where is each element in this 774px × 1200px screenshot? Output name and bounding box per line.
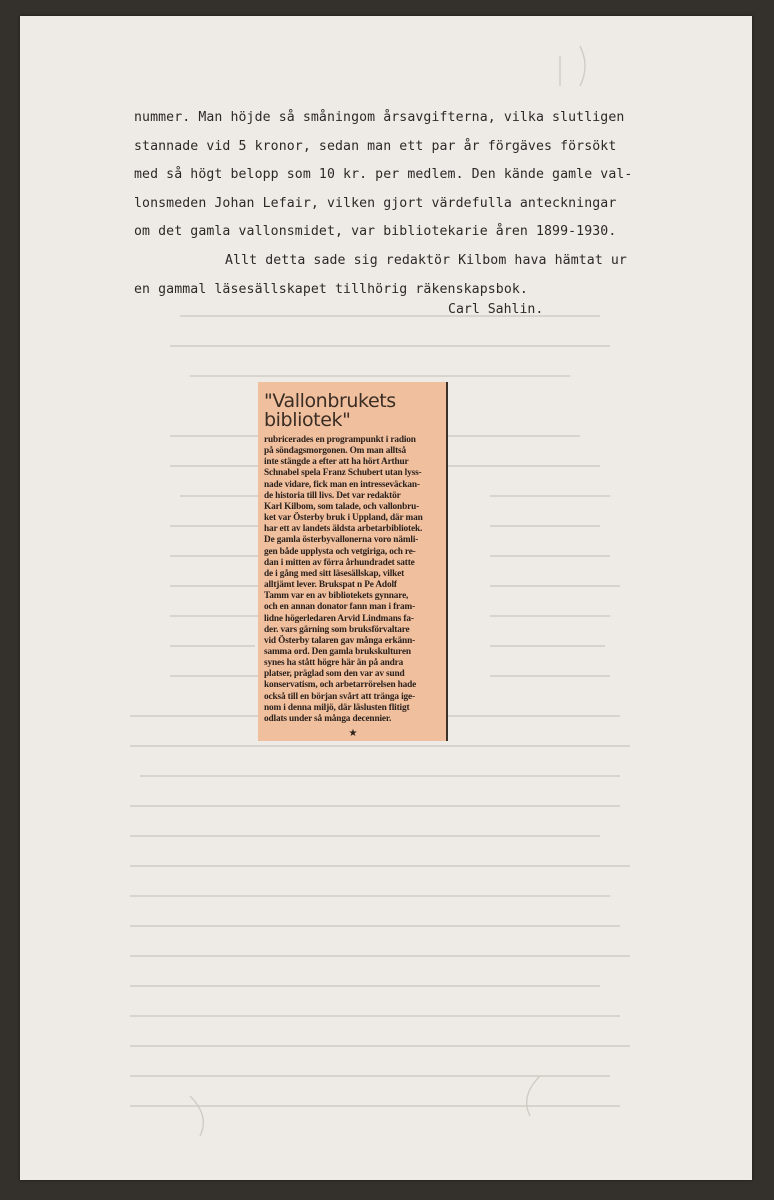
newspaper-clipping: [258, 382, 448, 741]
letter-line: en gammal läsesällskapet tillhörig räkenskapsbok.: [134, 281, 528, 297]
clipping-line: lidne högerledaren Arvid Lindmans fa-: [264, 613, 414, 624]
clipping-line: vid Österby talaren gav många erkänn-: [264, 635, 416, 646]
letter-line: nummer. Man höjde så småningom årsavgifterna, vilka slutligen: [134, 110, 625, 125]
clipping-line: har ett av landets äldsta arbetarbibliotek.: [264, 524, 423, 535]
clipping-line: Karl Kilbom, som talade, och vallonbru-: [264, 501, 420, 512]
clipping-line: alltjämt lever. Brukspat n Pe Adolf: [264, 580, 397, 591]
clipping-line: de historia till livs. Det var redaktör: [264, 490, 401, 501]
clipping-line: ket var Österby bruk i Uppland, där man: [264, 513, 423, 524]
clipping-line: rubricerades en programpunkt i radion: [264, 435, 416, 445]
clipping-line: der. vars gärning som bruksförvaltare: [264, 624, 410, 635]
letter-line: stannade vid 5 kronor, sedan man ett par år förgäves försökt: [134, 138, 617, 154]
clipping-line: samma ord. Den gamla brukskulturen: [264, 646, 411, 657]
clipping-line: Schnabel spela Franz Schubert utan lyss-: [264, 468, 422, 479]
clipping-line: De gamla österbyvallonerna voro nämli-: [264, 535, 419, 546]
clipping-line: odlats under så många decennier.: [264, 713, 392, 724]
clipping-line: på söndagsmorgonen. Om man alltså: [264, 446, 407, 457]
star-icon: ★: [348, 728, 358, 740]
clipping-body: [264, 435, 442, 725]
clipping-line: platser, präglad som den var av sund: [264, 669, 405, 680]
clipping-line: nom i denna miljö, där läslusten flitigt: [264, 702, 410, 713]
clipping-line: och en annan donator fann man i fram-: [264, 602, 416, 613]
clipping-line: också till en början svårt att tränga ige-: [264, 691, 415, 702]
clipping-headline: [264, 392, 442, 430]
clipping-headline-line: bibliotek": [264, 409, 351, 431]
letter-line: Allt detta sade sig redaktör Kilbom hava hämtat ur: [225, 252, 627, 268]
clipping-line: Tamm var en av bibliotekets gynnare,: [264, 591, 409, 602]
clipping-line: nade vidare, fick man en intresseväckan-: [264, 479, 420, 490]
clipping-line: de i gång med sitt läsesällskap, vilket: [264, 568, 405, 579]
clipping-line: inte stängde a efter att ha hört Arthur: [264, 457, 409, 468]
letter-text: [134, 104, 674, 304]
document-page: [20, 16, 752, 1180]
clipping-line: synes ha stått högre här än på andra: [264, 658, 404, 669]
letter-line: om det gamla vallonsmidet, var bibliotekarie åren 1899-1930.: [134, 224, 617, 240]
letter-line: med så högt belopp som 10 kr. per medlem. Den kände gamle val-: [134, 167, 633, 183]
clipping-line: konservatism, och arbetarrörelsen hade: [264, 680, 417, 691]
clipping-headline-line: "Vallonbrukets: [264, 390, 396, 412]
letter-line: lonsmeden Johan Lefair, vilken gjort värdefulla anteckningar: [134, 195, 617, 211]
clipping-line: dan i mitten av förra århundradet satte: [264, 557, 415, 568]
signature: Carl Sahlin.: [448, 302, 544, 317]
clipping-line: gen både upplysta och vetgiriga, och re-: [264, 546, 416, 557]
